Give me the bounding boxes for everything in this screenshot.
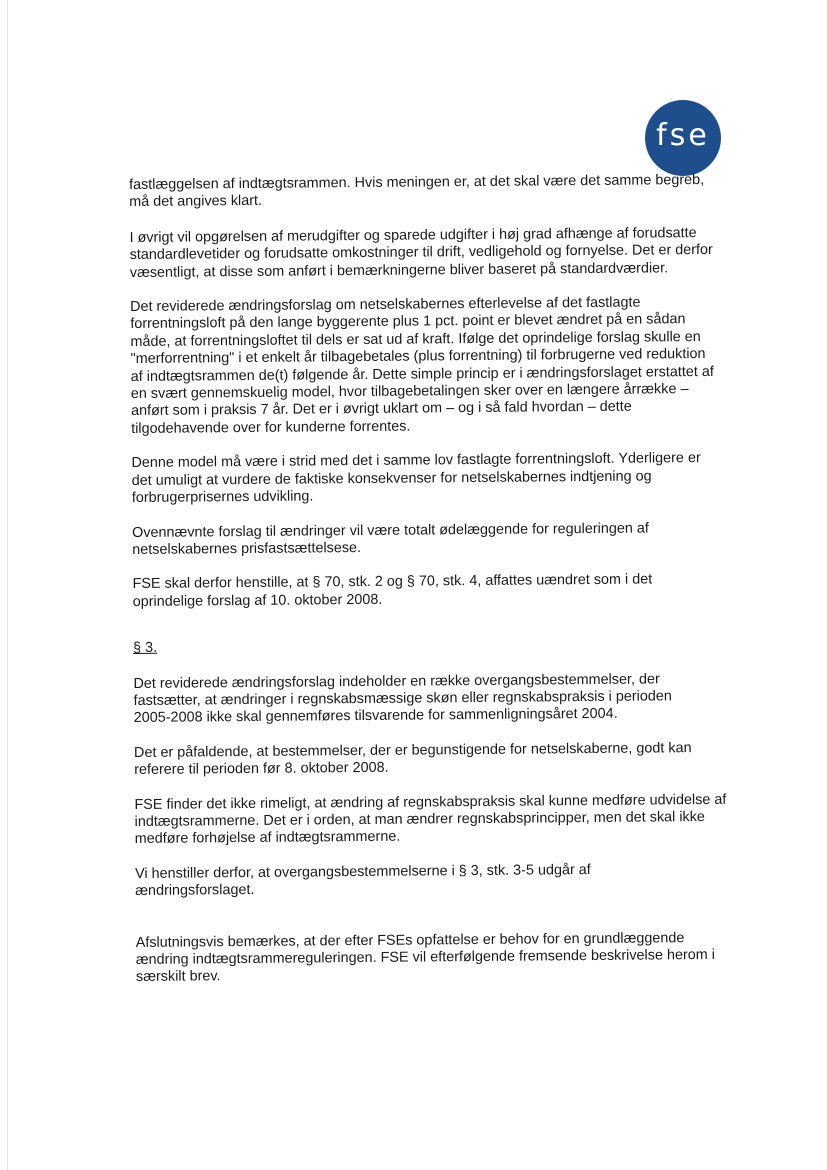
paragraph-accounting-practice: FSE finder det ikke rimeligt, at ændring af regnskabspraksis skal kunne medføre udvidelse af indtægtsrammerne. Det er i orden, at man ændrer regnskabsprincipper, men det skal ikke medføre forhøjelse af indtægtsrammerne.	[134, 791, 727, 848]
scan-edge-line	[7, 0, 8, 1170]
paragraph-favorable-provisions: Det er påfaldende, at bestemmelser, der er begunstigende for netselskaberne, godt kan referere til perioden før 8. oktober 2008.	[133, 739, 692, 779]
paragraph-cost-estimates: I øvrigt vil opgørelsen af merudgifter og sparede udgifter i høj grad afhænge af forudsatte standardlevetider og forudsatte omkostninger til drift, vedligehold og fornyelse. Det er derfor væsentligt, at disse som anført i bemærkningerne bliver baseret på standardværdier.	[129, 224, 713, 281]
document-body	[129, 172, 731, 987]
paragraph-fse-recommendation: FSE skal derfor henstille, at § 70, stk. 2 og § 70, stk. 4, affattes uændret som i det oprindelige forslag af 10. oktober 2008.	[132, 571, 653, 610]
paragraph-transition-provisions: Det reviderede ændringsforslag indeholder en række overgangsbestemmelser, der fastsætter, at ændringer i regnskabsmæssige skøn eller regnskabspraksis i perioden 2005-2008 ikke skal gennemføres tilsvarende for sammenligningsåret 2004.	[133, 670, 672, 727]
paragraph-revised-proposal: Det reviderede ændringsforslag om netselskabernes efterlevelse af det fastlagte forrentningsloft på den lange byggerente plus 1 pct. point er blevet ændret på en sådan måde, at forrentningsloftet til dels er sat ud af kraft. Ifølge det oprindelige forslag skulle en "merforrentning" i et enkelt år tilbagebetales (plus forrentning) til forbrugerne ved reduktion af indtægtsrammen de(t) følgende år. Dette simple princip er i ændringsforslaget erstattet af en svært gennemskuelig model, hvor tilbagebetalingen sker over en længere årrække – anført som i praksis 7 år. Det er i øvrigt uklart om – og i så fald hvordan – dette tilgodehavende over for kunderne forrentes.	[130, 294, 714, 437]
paragraph-closing-remarks: Afslutningsvis bemærkes, at der efter FSEs opfattelse er behov for en grundlæggende ændring indtægtsrammereguleringen. FSE vil efterfølgende fremsende beskrivelse herom i særskilt brev.	[135, 929, 715, 986]
paragraph-continuation: fastlæggelsen af indtægtsrammen. Hvis meningen er, at det skal være det samme begreb, må det angives klart.	[129, 171, 705, 211]
paragraph-destructive-changes: Ovennævnte forslag til ændringer vil være totalt ødelæggende for reguleringen af netselskabernes prisfastsættelsese.	[132, 519, 649, 558]
fse-logo	[645, 100, 721, 176]
paragraph-remove-provisions: Vi henstiller derfor, at overgangsbestemmelserne i § 3, stk. 3-5 udgår af ændringsforslaget.	[135, 861, 591, 900]
paragraph-model-conflict: Denne model må være i strid med det i samme lov fastlagte forrentningsloft. Yderligere er det umuligt at vurdere de faktiske konsekvenser for netselskabernes indtjening og forbrugerprisernes udvikling.	[131, 450, 701, 507]
section-heading-paragraph-3: § 3.	[133, 639, 158, 657]
logo-text: fse	[656, 118, 710, 153]
